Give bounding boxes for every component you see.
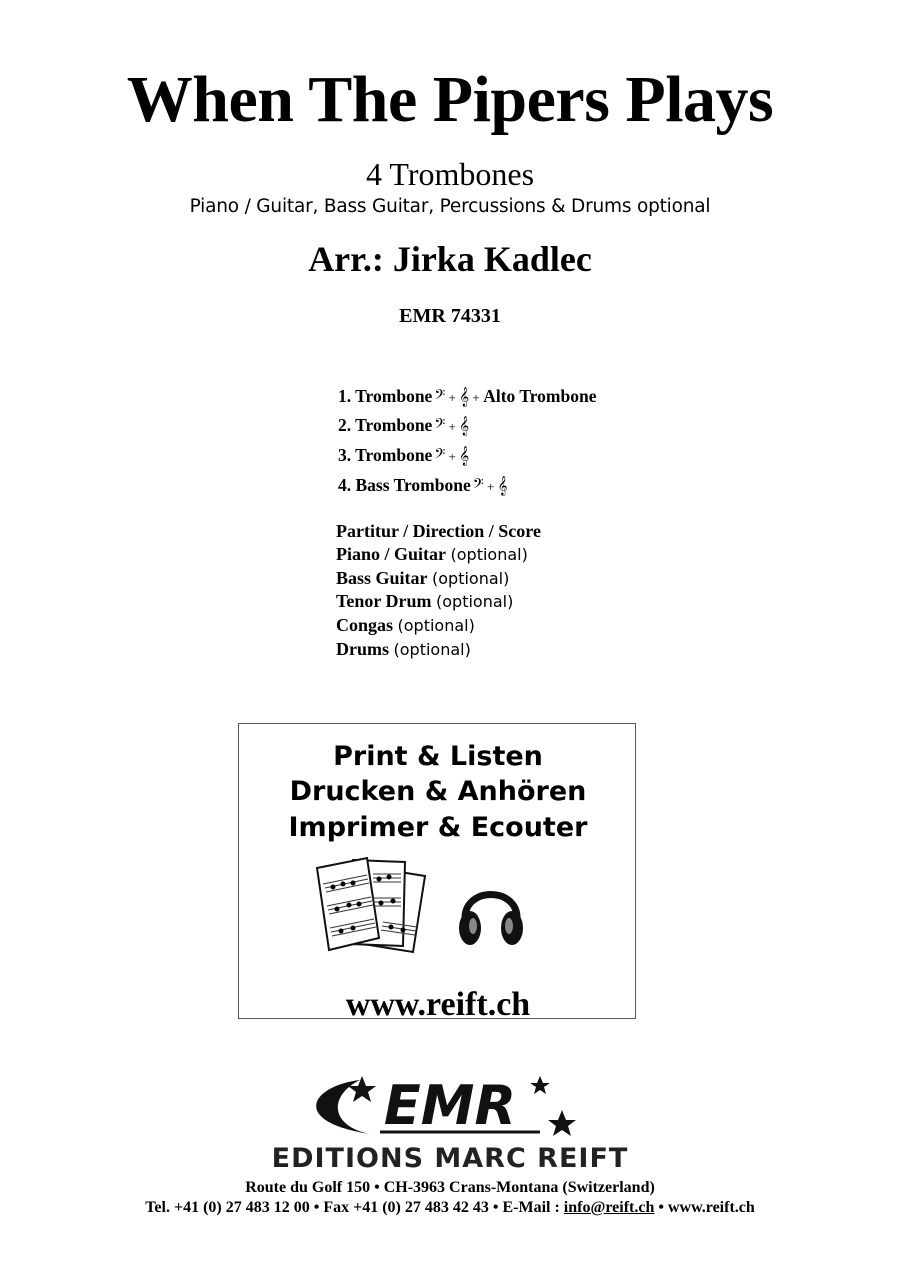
emr-logo — [300, 1072, 600, 1142]
list-item: Piano / Guitar (optional) — [336, 543, 528, 564]
part-4 — [338, 475, 508, 496]
publisher-address: Route du Golf 150 • CH-3963 Crans-Montana (Switzerland) — [245, 1179, 655, 1196]
part-label: 1. Trombone — [338, 386, 433, 406]
part-1 — [338, 386, 596, 407]
bass-clef-icon: 𝄢 — [434, 416, 446, 436]
part-label: 3. Trombone — [338, 445, 433, 465]
list-item: Drums (optional) — [336, 638, 471, 659]
arranger: Arr.: Jirka Kadlec — [308, 239, 592, 279]
promo-line-fr: Imprimer & Ecouter — [288, 812, 588, 843]
treble-clef-icon: 𝄞 — [459, 446, 470, 466]
plus-sign: + — [448, 390, 456, 405]
email-link[interactable]: info@reift.ch — [563, 1199, 655, 1216]
logo-text: EMR — [383, 1074, 517, 1137]
promo-line-de: Drucken & Anhören — [289, 776, 587, 807]
score-label: Partitur / Direction / Score — [336, 521, 541, 541]
promo-url[interactable]: www.reift.ch — [345, 986, 531, 1023]
part-3 — [338, 445, 469, 466]
bass-clef-icon: 𝄢 — [434, 387, 446, 407]
sheet-music-icon — [313, 854, 443, 956]
plus-sign: + — [448, 419, 456, 434]
publisher-contact: Tel. +41 (0) 27 483 12 00 • Fax +41 (0) 27 483 42 43 • E-Mail : info@reift.ch • www.reift.ch — [145, 1199, 755, 1216]
list-item: Tenor Drum (optional) — [336, 591, 514, 612]
optional-parts-list — [336, 520, 541, 662]
plus-sign: + — [486, 479, 495, 494]
treble-clef-icon: 𝄞 — [497, 476, 508, 496]
plus-sign: + — [448, 449, 456, 464]
treble-clef-icon: 𝄞 — [459, 387, 470, 407]
bass-clef-icon: 𝄢 — [472, 476, 484, 496]
publisher-name: EDITIONS MARC REIFT — [271, 1143, 629, 1174]
subtitle: 4 Trombones — [365, 156, 535, 192]
treble-clef-icon: 𝄞 — [459, 416, 470, 436]
list-item: Bass Guitar (optional) — [336, 567, 510, 588]
part-2 — [338, 415, 469, 436]
instrumentation: Piano / Guitar, Bass Guitar, Percussions & Drums optional — [189, 196, 711, 217]
part-label: 4. Bass Trombone — [338, 475, 471, 495]
bass-clef-icon: 𝄢 — [434, 446, 446, 466]
part-label: 2. Trombone — [338, 415, 433, 435]
list-item: Congas (optional) — [336, 615, 475, 636]
plus-sign: + — [472, 390, 480, 405]
print-listen-box[interactable] — [238, 723, 636, 1023]
headphones-icon — [457, 874, 525, 954]
catalog-number: EMR 74331 — [399, 305, 501, 327]
promo-line-en: Print & Listen — [333, 741, 543, 772]
title: When The Pipers Plays — [126, 63, 774, 136]
part-extra: Alto Trombone — [483, 386, 597, 406]
